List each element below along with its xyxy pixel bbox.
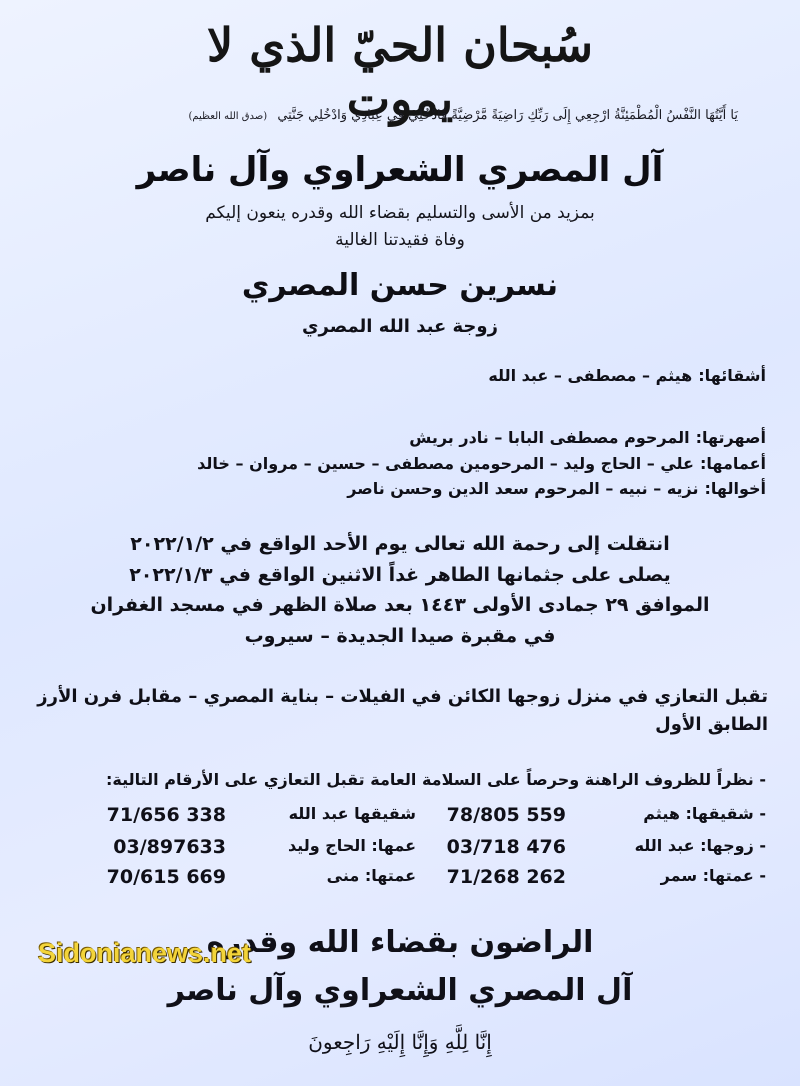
- relatives-label: أخوالها:: [704, 479, 766, 498]
- contact-name: - عمتها: سمر: [660, 866, 766, 885]
- funeral-line-4: في مقبرة صيدا الجديدة – سيروب: [244, 625, 556, 647]
- contact-name: - زوجها: عبد الله: [634, 836, 766, 855]
- relatives-label: أشقائها:: [698, 366, 766, 385]
- intro-line-2: وفاة فقيدتنا الغالية: [335, 230, 465, 250]
- funeral-line-3: الموافق ٢٩ جمادى الأولى ١٤٤٣ بعد صلاة الظهر في مسجد الغفران: [90, 594, 710, 616]
- relatives-names: علي – الحاج وليد – المرحومين مصطفى – حسين – مروان – خالد: [197, 454, 694, 473]
- contact-row: [26, 866, 766, 896]
- header-calligraphy: سُبحان الحيّ الذي لا يموت: [207, 18, 593, 126]
- relatives-label: أصهرتها:: [695, 428, 766, 447]
- contact-row: [26, 836, 766, 866]
- condolences-line-1: تقبل التعازي في منزل زوجها الكائن في الفيلات – بناية المصري – مقابل فرن الأرز: [37, 686, 768, 707]
- funeral-line-2: يصلى على جثمانها الطاهر غداً الاثنين الواقع في ٢٠٢٢/١/٣: [129, 564, 671, 586]
- closing-line-1: الراضون بقضاء الله وقدره: [206, 925, 594, 960]
- contact-row: [26, 804, 766, 834]
- quran-verse: [58, 108, 738, 123]
- relatives-paternal-uncles: [26, 454, 766, 473]
- contact-number: 03/718 476: [446, 836, 566, 858]
- relatives-maternal-uncles: [26, 479, 766, 498]
- watermark-logo: Sidonianews.net: [38, 938, 252, 968]
- deceased-name: نسرين حسن المصري: [241, 268, 559, 303]
- spouse-line: زوجة عبد الله المصري: [302, 316, 498, 337]
- relatives-in-laws: [26, 428, 766, 447]
- relatives-siblings: [26, 366, 766, 385]
- phones-note: - نظراً للظروف الراهنة وحرصاً على السلامة العامة تقبل التعازي على الأرقام التالية:: [105, 770, 766, 789]
- condolences-line-2: الطابق الأول: [655, 714, 768, 735]
- contact-name: عمتها: منى: [326, 866, 416, 885]
- relatives-names: هيثم – مصطفى – عبد الله: [488, 366, 693, 385]
- verse-reference: (صدق الله العظيم): [188, 111, 268, 122]
- intro-line-1: بمزيد من الأسى والتسليم بقضاء الله وقدره ينعون إليكم: [205, 203, 595, 223]
- relatives-names: المرحوم مصطفى البابا – نادر بريش: [409, 428, 690, 447]
- contact-number: 71/268 262: [446, 866, 566, 888]
- contact-name: عمها: الحاج وليد: [287, 836, 416, 855]
- verse-text: يَا أَيَّتُهَا النَّفْسُ الْمُطْمَئِنَّةُ ارْجِعِي إِلَى رَبِّكِ رَاضِيَةً مَّرْضِيَّةً فَادْخُلِي فِي عِبَادِي وَادْخُلِي جَنَّتِي: [277, 108, 738, 123]
- contact-number: 78/805 559: [446, 804, 566, 826]
- closing-line-2: آل المصري الشعراوي وآل ناصر: [167, 973, 633, 1008]
- contact-number: 71/656 338: [106, 804, 226, 826]
- closing-verse: إِنَّا لِلَّهِ وَإِنَّا إِلَيْهِ رَاجِعونَ: [308, 1030, 492, 1054]
- contact-number: 70/615 669: [106, 866, 226, 888]
- contact-number: 03/897633: [113, 836, 226, 858]
- contact-name: - شقيقها: هيثم: [643, 804, 766, 823]
- family-title: آل المصري الشعراوي وآل ناصر: [136, 150, 664, 190]
- contact-name: شقيقها عبد الله: [288, 804, 416, 823]
- funeral-line-1: انتقلت إلى رحمة الله تعالى يوم الأحد الواقع في ٢٠٢٢/١/٢: [130, 533, 670, 555]
- relatives-label: أعمامها:: [699, 454, 766, 473]
- relatives-names: نزيه – نبيه – المرحوم سعد الدين وحسن ناصر: [347, 479, 699, 498]
